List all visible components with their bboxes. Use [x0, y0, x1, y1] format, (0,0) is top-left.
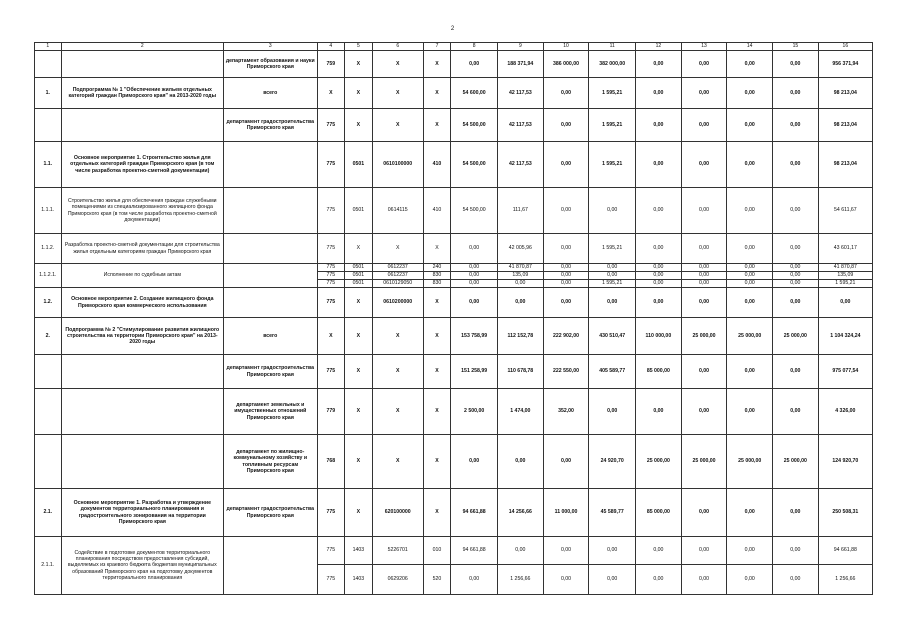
cell-rzpr: Х — [345, 318, 373, 355]
cell-rzpr: Х — [345, 355, 373, 389]
cell-value: 188 371,94 — [498, 51, 544, 78]
cell-value: 25 000,00 — [681, 435, 727, 489]
cell-value: 0,00 — [681, 280, 727, 288]
cell-value: 153 758,99 — [451, 318, 498, 355]
cell-grbs: 775 — [317, 489, 345, 537]
cell-value: 0,00 — [589, 288, 636, 318]
cell-rzpr: Х — [345, 389, 373, 435]
cell-vr: Х — [423, 355, 451, 389]
cell-value: 0,00 — [727, 280, 773, 288]
cell-rzpr: Х — [345, 51, 373, 78]
header-cell: 3 — [224, 43, 317, 51]
cell-value: 0,00 — [636, 109, 682, 142]
cell-value: 54 500,00 — [451, 109, 498, 142]
cell-executor — [224, 537, 317, 595]
cell-grbs: 775 — [317, 288, 345, 318]
table-row — [35, 51, 873, 78]
table-row — [35, 109, 873, 142]
cell-vr: 010 — [423, 537, 451, 565]
cell-title: Исполнение по судебным актам — [61, 264, 224, 288]
cell-rzpr: 0501 — [345, 188, 373, 234]
cell-value: 0,00 — [727, 188, 773, 234]
cell-value: 1 595,21 — [589, 78, 636, 109]
header-cell: 11 — [589, 43, 636, 51]
header-cell: 16 — [818, 43, 872, 51]
cell-grbs: 775 — [317, 537, 345, 565]
cell-total: 43 601,17 — [818, 234, 872, 264]
cell-value: 0,00 — [498, 288, 544, 318]
header-cell: 7 — [423, 43, 451, 51]
cell-value: 0,00 — [727, 264, 773, 272]
cell-number — [35, 389, 62, 435]
cell-executor: всего — [224, 78, 317, 109]
table-row — [35, 318, 873, 355]
cell-total: 4 326,00 — [818, 389, 872, 435]
cell-number: 1.1.2. — [35, 234, 62, 264]
cell-executor: департамент по жилищно-коммунальному хозяйству и топливным ресурсам Приморского края — [224, 435, 317, 489]
cell-vr: 830 — [423, 272, 451, 280]
cell-number — [35, 109, 62, 142]
cell-total: 250 508,31 — [818, 489, 872, 537]
cell-value: 0,00 — [681, 355, 727, 389]
cell-value: 111,67 — [498, 188, 544, 234]
cell-value: 0,00 — [636, 142, 682, 188]
cell-grbs: 775 — [317, 109, 345, 142]
cell-value: 405 589,77 — [589, 355, 636, 389]
cell-vr: Х — [423, 78, 451, 109]
cell-value: 0,00 — [773, 142, 819, 188]
cell-vr: Х — [423, 435, 451, 489]
table-row — [35, 78, 873, 109]
cell-csr: Х — [372, 318, 423, 355]
table-row — [35, 389, 873, 435]
cell-total: 98 213,04 — [818, 142, 872, 188]
cell-value: 25 000,00 — [773, 318, 819, 355]
cell-grbs: 775 — [317, 234, 345, 264]
cell-value: 0,00 — [543, 188, 589, 234]
cell-vr: Х — [423, 288, 451, 318]
cell-value: 0,00 — [681, 142, 727, 188]
cell-value: 25 000,00 — [636, 435, 682, 489]
cell-value: 0,00 — [681, 109, 727, 142]
cell-total: 41 870,87 — [818, 264, 872, 272]
cell-value: 0,00 — [498, 435, 544, 489]
cell-value: 54 500,00 — [451, 142, 498, 188]
cell-value: 0,00 — [773, 78, 819, 109]
cell-value: 0,00 — [773, 355, 819, 389]
cell-value: 0,00 — [589, 188, 636, 234]
cell-title: Содействие в подготовке документов территориального планирования посредством предоставления субсидий, выделяемых из краевого бюджета бюджетам муниципальных образований Приморского края на подготовку документов территориального планирования — [61, 537, 224, 595]
cell-vr: Х — [423, 318, 451, 355]
cell-value: 0,00 — [773, 51, 819, 78]
table-row — [35, 355, 873, 389]
cell-total: 135,09 — [818, 272, 872, 280]
cell-value: 0,00 — [727, 565, 773, 595]
table-row — [35, 288, 873, 318]
cell-csr: Х — [372, 109, 423, 142]
cell-value: 0,00 — [727, 389, 773, 435]
cell-grbs: 775 — [317, 565, 345, 595]
cell-value: 14 256,66 — [498, 489, 544, 537]
cell-grbs: 775 — [317, 142, 345, 188]
cell-grbs: 775 — [317, 355, 345, 389]
cell-grbs: 775 — [317, 280, 345, 288]
header-cell: 15 — [773, 43, 819, 51]
cell-title: Разработка проектно-сметной документации для строительства жилья отдельным категориям граждан Приморского края — [61, 234, 224, 264]
cell-number: 1.1. — [35, 142, 62, 188]
cell-vr: 410 — [423, 188, 451, 234]
cell-value: 0,00 — [681, 51, 727, 78]
cell-rzpr: 1403 — [345, 565, 373, 595]
cell-value: 0,00 — [543, 109, 589, 142]
cell-value: 0,00 — [773, 389, 819, 435]
cell-csr: 0610200000 — [372, 288, 423, 318]
cell-executor — [224, 264, 317, 288]
cell-csr: Х — [372, 435, 423, 489]
cell-value: 0,00 — [681, 272, 727, 280]
cell-rzpr: 1403 — [345, 537, 373, 565]
cell-value: 1 595,21 — [589, 280, 636, 288]
cell-value: 0,00 — [681, 489, 727, 537]
cell-csr: 5226701 — [372, 537, 423, 565]
cell-value: 0,00 — [727, 489, 773, 537]
cell-value: 0,00 — [773, 109, 819, 142]
cell-executor: департамент градостроительства Приморского края — [224, 489, 317, 537]
cell-vr: 410 — [423, 142, 451, 188]
header-cell: 5 — [345, 43, 373, 51]
cell-value: 0,00 — [543, 264, 589, 272]
cell-executor: всего — [224, 318, 317, 355]
page-number: 2 — [450, 26, 455, 32]
cell-value: 0,00 — [543, 565, 589, 595]
cell-grbs: 775 — [317, 272, 345, 280]
cell-value: 0,00 — [727, 537, 773, 565]
cell-value: 0,00 — [773, 489, 819, 537]
cell-number: 2.1. — [35, 489, 62, 537]
cell-grbs: 779 — [317, 389, 345, 435]
cell-executor — [224, 288, 317, 318]
cell-value: 0,00 — [636, 272, 682, 280]
cell-value: 0,00 — [681, 78, 727, 109]
cell-value: 0,00 — [636, 51, 682, 78]
cell-vr: 520 — [423, 565, 451, 595]
cell-value: 0,00 — [451, 565, 498, 595]
table-row — [35, 142, 873, 188]
cell-csr: 620100000 — [372, 489, 423, 537]
cell-value: 0,00 — [451, 234, 498, 264]
cell-title: Основное мероприятие 1. Строительство жилья для отдельных категорий граждан Приморского края (в том числе разработка проектно-сметной документации) — [61, 142, 224, 188]
table-row — [35, 537, 873, 565]
cell-vr: Х — [423, 109, 451, 142]
cell-csr: 0610100000 — [372, 142, 423, 188]
header-cell: 9 — [498, 43, 544, 51]
cell-value: 0,00 — [727, 78, 773, 109]
cell-value: 0,00 — [636, 537, 682, 565]
header-cell: 2 — [61, 43, 224, 51]
cell-csr: 0614115 — [372, 188, 423, 234]
cell-vr: 240 — [423, 264, 451, 272]
cell-value: 0,00 — [681, 264, 727, 272]
cell-value: 430 510,47 — [589, 318, 636, 355]
cell-number: 2.1.1. — [35, 537, 62, 595]
cell-executor — [224, 142, 317, 188]
header-row — [35, 43, 873, 51]
table-row — [35, 234, 873, 264]
cell-value: 0,00 — [681, 234, 727, 264]
cell-value: 0,00 — [543, 234, 589, 264]
cell-grbs: Х — [317, 318, 345, 355]
cell-value: 0,00 — [636, 234, 682, 264]
cell-grbs: Х — [317, 78, 345, 109]
cell-vr: Х — [423, 234, 451, 264]
cell-value: 0,00 — [589, 389, 636, 435]
cell-value: 0,00 — [636, 565, 682, 595]
cell-value: 0,00 — [451, 280, 498, 288]
cell-grbs: 775 — [317, 264, 345, 272]
cell-value: 386 000,00 — [543, 51, 589, 78]
cell-value: 0,00 — [543, 288, 589, 318]
cell-total: 98 213,04 — [818, 109, 872, 142]
cell-number — [35, 355, 62, 389]
cell-rzpr: 0501 — [345, 272, 373, 280]
cell-grbs: 775 — [317, 188, 345, 234]
cell-executor: департамент образования и науки Приморского края — [224, 51, 317, 78]
cell-value: 0,00 — [773, 565, 819, 595]
cell-value: 0,00 — [636, 78, 682, 109]
cell-csr: Х — [372, 51, 423, 78]
cell-total: 956 371,94 — [818, 51, 872, 78]
cell-value: 0,00 — [681, 389, 727, 435]
cell-value: 0,00 — [773, 280, 819, 288]
cell-rzpr: Х — [345, 489, 373, 537]
cell-value: 0,00 — [543, 78, 589, 109]
table-row — [35, 264, 873, 272]
table-row — [35, 489, 873, 537]
cell-value: 42 117,53 — [498, 78, 544, 109]
cell-value: 110 678,78 — [498, 355, 544, 389]
cell-value: 0,00 — [543, 537, 589, 565]
cell-executor — [224, 188, 317, 234]
cell-number: 1.2. — [35, 288, 62, 318]
cell-value: 85 000,00 — [636, 355, 682, 389]
cell-vr: Х — [423, 389, 451, 435]
cell-value: 0,00 — [773, 288, 819, 318]
table-row — [35, 188, 873, 234]
cell-value: 0,00 — [681, 188, 727, 234]
cell-title: Основное мероприятие 1. Разработка и утверждение документов территориального планирования и градостроительного зонирования на территории Приморского края — [61, 489, 224, 537]
cell-value: 85 000,00 — [636, 489, 682, 537]
cell-total: 1 595,21 — [818, 280, 872, 288]
cell-value: 25 000,00 — [773, 435, 819, 489]
cell-total: 54 611,67 — [818, 188, 872, 234]
cell-value: 1 256,66 — [498, 565, 544, 595]
cell-value: 1 595,21 — [589, 234, 636, 264]
cell-value: 0,00 — [773, 537, 819, 565]
cell-value: 0,00 — [727, 288, 773, 318]
cell-vr: 830 — [423, 280, 451, 288]
cell-total: 975 077,54 — [818, 355, 872, 389]
cell-title — [61, 435, 224, 489]
cell-total: 124 920,70 — [818, 435, 872, 489]
cell-value: 0,00 — [773, 188, 819, 234]
cell-grbs: 768 — [317, 435, 345, 489]
cell-csr: 0612237 — [372, 272, 423, 280]
cell-value: 94 661,88 — [451, 537, 498, 565]
cell-value: 2 500,00 — [451, 389, 498, 435]
cell-title: Строительство жилья для обеспечения граждан служебными помещениями из специализированного жилищного фонда Приморского края (в том числе разработка проектно-сметной документации) — [61, 188, 224, 234]
cell-number: 2. — [35, 318, 62, 355]
cell-value: 54 600,00 — [451, 78, 498, 109]
cell-value: 0,00 — [636, 280, 682, 288]
cell-value: 0,00 — [543, 280, 589, 288]
cell-value: 25 000,00 — [727, 435, 773, 489]
cell-number — [35, 51, 62, 78]
header-cell: 6 — [372, 43, 423, 51]
header-cell: 10 — [543, 43, 589, 51]
cell-value: 1 595,21 — [589, 109, 636, 142]
header-cell: 4 — [317, 43, 345, 51]
cell-value: 222 550,00 — [543, 355, 589, 389]
table-row — [35, 435, 873, 489]
cell-value: 0,00 — [451, 435, 498, 489]
cell-value: 0,00 — [589, 264, 636, 272]
cell-csr: Х — [372, 78, 423, 109]
cell-value: 0,00 — [451, 272, 498, 280]
cell-csr: 0629206 — [372, 565, 423, 595]
cell-rzpr: Х — [345, 234, 373, 264]
cell-csr: Х — [372, 355, 423, 389]
cell-title — [61, 51, 224, 78]
cell-total: 94 661,88 — [818, 537, 872, 565]
cell-executor: департамент градостроительства Приморского края — [224, 109, 317, 142]
cell-value: 0,00 — [681, 565, 727, 595]
cell-title: Подпрограмма № 2 "Стимулирование развития жилищного строительства на территории Приморского края" на 2013-2020 годы — [61, 318, 224, 355]
cell-value: 1 474,00 — [498, 389, 544, 435]
cell-value: 0,00 — [451, 264, 498, 272]
cell-value: 0,00 — [636, 288, 682, 318]
budget-table — [34, 42, 873, 595]
cell-value: 42 117,53 — [498, 109, 544, 142]
cell-title: Основное мероприятие 2. Создание жилищного фонда Приморского края коммерческого использования — [61, 288, 224, 318]
cell-value: 0,00 — [773, 272, 819, 280]
cell-executor: департамент земельных и имущественных отношений Приморского края — [224, 389, 317, 435]
cell-rzpr: 0501 — [345, 142, 373, 188]
cell-value: 0,00 — [727, 272, 773, 280]
cell-value: 0,00 — [773, 264, 819, 272]
cell-value: 0,00 — [681, 537, 727, 565]
cell-value: 54 500,00 — [451, 188, 498, 234]
header-cell: 13 — [681, 43, 727, 51]
cell-number: 1.1.1. — [35, 188, 62, 234]
cell-value: 112 152,78 — [498, 318, 544, 355]
cell-value: 25 000,00 — [727, 318, 773, 355]
cell-number: 1.1.2.1. — [35, 264, 62, 288]
cell-csr: 0612237 — [372, 264, 423, 272]
cell-title — [61, 389, 224, 435]
cell-value: 0,00 — [543, 272, 589, 280]
cell-number — [35, 435, 62, 489]
cell-value: 0,00 — [543, 435, 589, 489]
cell-number: 1. — [35, 78, 62, 109]
cell-csr: Х — [372, 234, 423, 264]
cell-rzpr: Х — [345, 435, 373, 489]
header-cell: 14 — [727, 43, 773, 51]
cell-title: Подпрограмма № 1 "Обеспечение жильем отдельных категорий граждан Приморского края" на 2013-2020 годы — [61, 78, 224, 109]
cell-vr: Х — [423, 51, 451, 78]
cell-value: 0,00 — [727, 234, 773, 264]
cell-value: 0,00 — [727, 355, 773, 389]
cell-executor — [224, 234, 317, 264]
cell-value: 352,00 — [543, 389, 589, 435]
cell-title — [61, 109, 224, 142]
cell-rzpr: Х — [345, 109, 373, 142]
cell-rzpr: 0501 — [345, 264, 373, 272]
cell-value: 222 902,00 — [543, 318, 589, 355]
cell-value: 0,00 — [636, 389, 682, 435]
header-cell: 8 — [451, 43, 498, 51]
cell-grbs: 759 — [317, 51, 345, 78]
cell-value: 0,00 — [451, 51, 498, 78]
cell-total: 0,00 — [818, 288, 872, 318]
cell-value: 0,00 — [636, 264, 682, 272]
cell-vr: Х — [423, 489, 451, 537]
cell-value: 42 005,96 — [498, 234, 544, 264]
cell-value: 0,00 — [589, 537, 636, 565]
cell-value: 0,00 — [498, 280, 544, 288]
cell-value: 382 000,00 — [589, 51, 636, 78]
cell-value: 0,00 — [498, 537, 544, 565]
header-cell: 12 — [636, 43, 682, 51]
cell-value: 135,09 — [498, 272, 544, 280]
cell-title — [61, 355, 224, 389]
cell-total: 1 104 324,24 — [818, 318, 872, 355]
cell-value: 0,00 — [727, 142, 773, 188]
header-cell: 1 — [35, 43, 62, 51]
cell-value: 45 589,77 — [589, 489, 636, 537]
cell-value: 0,00 — [681, 288, 727, 318]
cell-total: 98 213,04 — [818, 78, 872, 109]
cell-value: 1 595,21 — [589, 142, 636, 188]
cell-value: 0,00 — [543, 142, 589, 188]
cell-csr: 0610129050 — [372, 280, 423, 288]
cell-value: 42 117,53 — [498, 142, 544, 188]
cell-value: 94 661,88 — [451, 489, 498, 537]
cell-value: 11 000,00 — [543, 489, 589, 537]
cell-value: 110 000,00 — [636, 318, 682, 355]
cell-csr: Х — [372, 389, 423, 435]
cell-rzpr: Х — [345, 78, 373, 109]
cell-value: 0,00 — [589, 272, 636, 280]
cell-value: 0,00 — [589, 565, 636, 595]
cell-rzpr: Х — [345, 288, 373, 318]
cell-value: 151 258,99 — [451, 355, 498, 389]
cell-value: 41 870,87 — [498, 264, 544, 272]
cell-value: 25 000,00 — [681, 318, 727, 355]
cell-value: 0,00 — [727, 51, 773, 78]
cell-value: 0,00 — [727, 109, 773, 142]
cell-value: 0,00 — [773, 234, 819, 264]
cell-total: 1 256,66 — [818, 565, 872, 595]
cell-value: 24 920,70 — [589, 435, 636, 489]
cell-rzpr: 0501 — [345, 280, 373, 288]
cell-value: 0,00 — [636, 188, 682, 234]
cell-executor: департамент градостроительства Приморского края — [224, 355, 317, 389]
cell-value: 0,00 — [451, 288, 498, 318]
